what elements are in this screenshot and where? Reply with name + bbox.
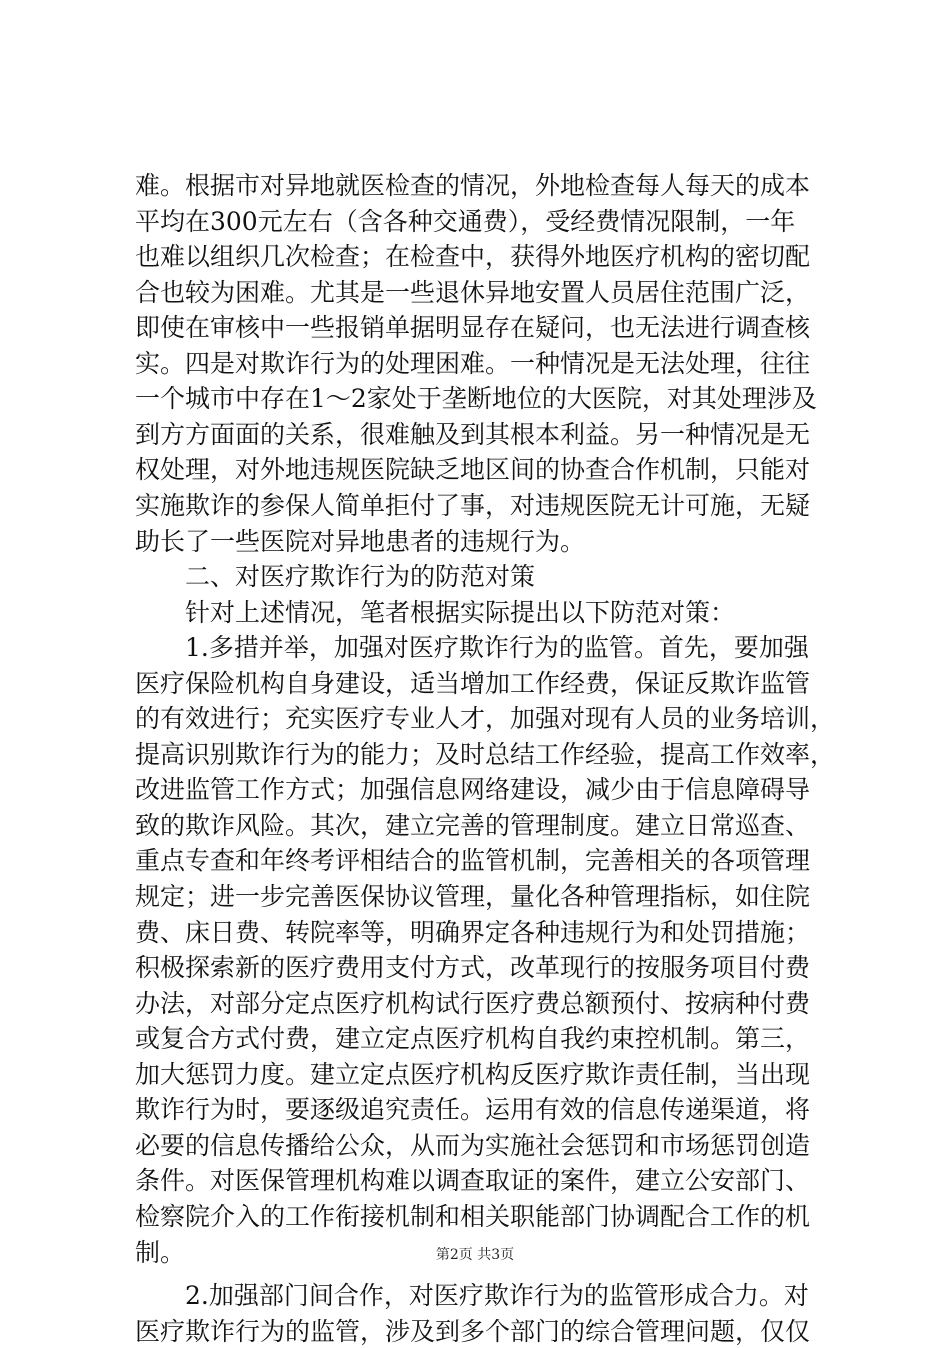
text-line: 权处理，对外地违规医院缺乏地区间的协查合作机制，只能对 <box>135 455 811 484</box>
text-line: 2.加强部门间合作，对医疗欺诈行为的监管形成合力。对 <box>135 1281 809 1310</box>
text-line: 条件。对医保管理机构难以调查取证的案件，建立公安部门、 <box>135 1166 811 1195</box>
text-line: 医疗保险机构自身建设，适当增加工作经费，保证反欺诈监管 <box>135 669 811 698</box>
text-line: 提高识别欺诈行为的能力；及时总结工作经验，提高工作效率， <box>135 740 836 769</box>
text-line: 的有效进行；充实医疗专业人才，加强对现有人员的业务培训， <box>135 704 836 733</box>
text-line: 加大惩罚力度。建立定点医疗机构反医疗欺诈责任制，当出现 <box>135 1060 811 1089</box>
text-line: 费、床日费、转院率等，明确界定各种违规行为和处罚措施； <box>135 918 811 947</box>
text-line: 合也较为困难。尤其是一些退休异地安置人员居住范围广泛， <box>135 278 811 307</box>
text-line: 一个城市中存在1～2家处于垄断地位的大医院，对其处理涉及 <box>135 384 817 413</box>
text-line: 改进监管工作方式；加强信息网络建设，减少由于信息障碍导 <box>135 775 811 804</box>
text-line: 实。四是对欺诈行为的处理困难。一种情况是无法处理，往往 <box>135 349 811 378</box>
text-line: 积极探索新的医疗费用支付方式，改革现行的按服务项目付费 <box>135 953 811 982</box>
text-line: 制。 <box>135 1238 186 1267</box>
text-line: 助长了一些医院对异地患者的违规行为。 <box>135 527 586 556</box>
text-line: 或复合方式付费，建立定点医疗机构自我约束控机制。第三， <box>135 1024 811 1053</box>
text-line: 重点专查和年终考评相结合的监管机制，完善相关的各项管理 <box>135 846 811 875</box>
page-footer: 第2页 共3页 <box>435 1247 515 1263</box>
text-line: 实施欺诈的参保人简单拒付了事，对违规医院无计可施，无疑 <box>135 491 811 520</box>
text-line: 也难以组织几次检查；在检查中，获得外地医疗机构的密切配 <box>135 242 811 271</box>
text-line: 到方方面面的关系，很难触及到其根本利益。另一种情况是无 <box>135 420 811 449</box>
text-line: 检察院介入的工作衔接机制和相关职能部门协调配合工作的机 <box>135 1202 811 1231</box>
text-line: 致的欺诈风险。其次，建立完善的管理制度。建立日常巡查、 <box>135 811 811 840</box>
text-line: 难。根据市对异地就医检查的情况，外地检查每人每天的成本 <box>135 171 811 200</box>
text-line: 针对上述情况，笔者根据实际提出以下防范对策： <box>135 598 736 627</box>
text-line: 规定；进一步完善医保协议管理，量化各种管理指标，如住院 <box>135 882 811 911</box>
text-line: 欺诈行为时，要逐级追究责任。运用有效的信息传递渠道，将 <box>135 1095 811 1124</box>
text-line: 平均在300元左右（含各种交通费），受经费情况限制，一年 <box>135 207 796 236</box>
text-line: 即使在审核中一些报销单据明显存在疑问，也无法进行调查核 <box>135 313 811 342</box>
text-line: 1.多措并举，加强对医疗欺诈行为的监管。首先，要加强 <box>135 633 809 662</box>
text-line: 二、对医疗欺诈行为的防范对策 <box>135 562 536 591</box>
text-line: 医疗欺诈行为的监管，涉及到多个部门的综合管理问题，仅仅 <box>135 1317 811 1346</box>
text-line: 办法，对部分定点医疗机构试行医疗费总额预付、按病种付费 <box>135 989 811 1018</box>
text-line: 必要的信息传播给公众，从而为实施社会惩罚和市场惩罚创造 <box>135 1131 811 1160</box>
